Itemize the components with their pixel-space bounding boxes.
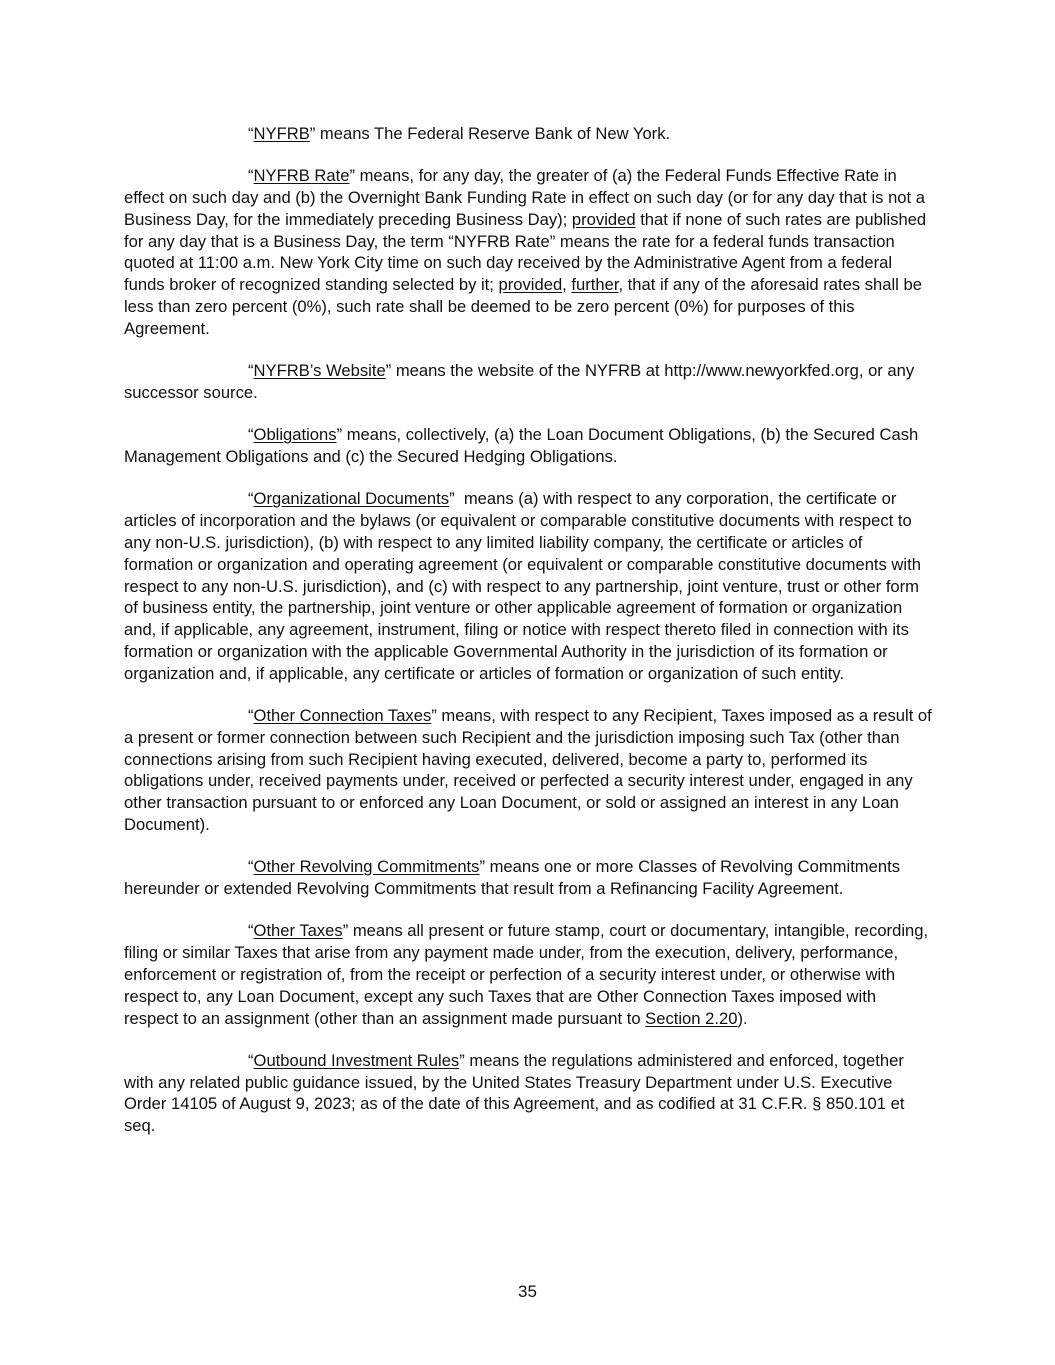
definition-other-taxes: “Other Taxes” means all present or future stamp, court or documentary, intangible, recording, filing or similar Taxes that arise from any payment made under, from the execution, delivery, performance, enforcement or registration of, from the receipt or perfection of a security interest under, or otherwise with respect to, any Loan Document, except any such Taxes that are Other Connection Taxes imposed with respect to an assignment (other than an assignment made pursuant to Section 2.20). <box>124 921 929 1028</box>
underlined-provided: provided <box>571 209 636 229</box>
definition-other-connection-taxes: “Other Connection Taxes” means, with respect to any Recipient, Taxes imposed as a result of a present or former connection between such Recipient and the jurisdiction imposing such Tax (other than connections arising from such Recipient having executed, delivered, become a party to, performed its obligations under, received payments under, received or perfected a security interest under, engaged in any other transaction pursuant to or enforced any Loan Document, or sold or assigned an interest in any Loan Document). <box>124 706 932 835</box>
definition-nyfrb: “NYFRB” means The Federal Reserve Bank of New York. <box>248 124 671 143</box>
underlined-further: further <box>571 275 619 295</box>
defined-term: Outbound Investment Rules <box>253 1050 460 1070</box>
underlined-provided: provided <box>498 275 563 295</box>
defined-term: Organizational Documents <box>253 489 450 509</box>
definition-nyfrb-website: “NYFRB’s Website” means the website of the NYFRB at http://www.newyorkfed.org, or any successor source. <box>124 361 915 402</box>
definition-organizational-documents: “Organizational Documents” means (a) with respect to any corporation, the certificate or articles of incorporation and the bylaws (or equivalent or comparable constitutive documents with respect to any non-U.S. jurisdiction), (b) with respect to any limited liability company, the certificate or articles of formation or organization and operating agreement (or equivalent or comparable constitutive documents with respect to any non-U.S. jurisdiction), and (c) with respect to any partnership, joint venture, trust or other form of business entity, the partnership, joint venture or other applicable agreement of formation or organization and, if applicable, any agreement, instrument, filing or notice with respect thereto filed in connection with its formation or organization with the applicable Governmental Authority in the jurisdiction of its formation or organization and, if applicable, any certificate or articles of formation or organization of such entity. <box>124 489 926 683</box>
definition-nyfrb-rate: “NYFRB Rate” means, for any day, the greater of (a) the Federal Funds Effective Rate in effect on such day and (b) the Overnight Bank Funding Rate in effect on such day (or for any day that is not a Business Day, for the immediately preceding Business Day); provided that if none of such rates are published for any day that is a Business Day, the term “NYFRB Rate” means the rate for a federal funds transaction quoted at 11:00 a.m. New York City time on such day received by the Administrative Agent from a federal funds broker of recognized standing selected by it; provided, further, that if any of the aforesaid rates shall be less than zero percent (0%), such rate shall be deemed to be zero percent (0%) for purposes of this Agreement. <box>124 166 927 338</box>
document-page <box>124 123 932 1158</box>
definition-obligations: “Obligations” means, collectively, (a) the Loan Document Obligations, (b) the Secured Cash Management Obligations and (c) the Secured Hedging Obligations. <box>124 425 919 467</box>
defined-term: Other Taxes <box>253 921 343 941</box>
defined-term: NYFRB <box>253 124 310 143</box>
defined-term: Other Connection Taxes <box>253 706 432 726</box>
defined-term: Obligations <box>253 425 337 445</box>
section-reference: Section 2.20 <box>645 1008 738 1028</box>
defined-term: NYFRB Rate <box>253 166 350 186</box>
page-number: 35 <box>518 1282 537 1301</box>
definition-other-revolving-commitments: “Other Revolving Commitments” means one or more Classes of Revolving Commitments hereunder or extended Revolving Commitments that result from a Refinancing Facility Agreement. <box>124 857 900 899</box>
defined-term: NYFRB’s Website <box>253 361 386 381</box>
definition-outbound-investment-rules: “Outbound Investment Rules” means the regulations administered and enforced, together with any related public guidance issued, by the United States Treasury Department under U.S. Executive Order 14105 of August 9, 2023; as of the date of this Agreement, and as codified at 31 C.F.R. § 850.101 et seq. <box>124 1050 905 1136</box>
defined-term: Other Revolving Commitments <box>253 857 480 877</box>
